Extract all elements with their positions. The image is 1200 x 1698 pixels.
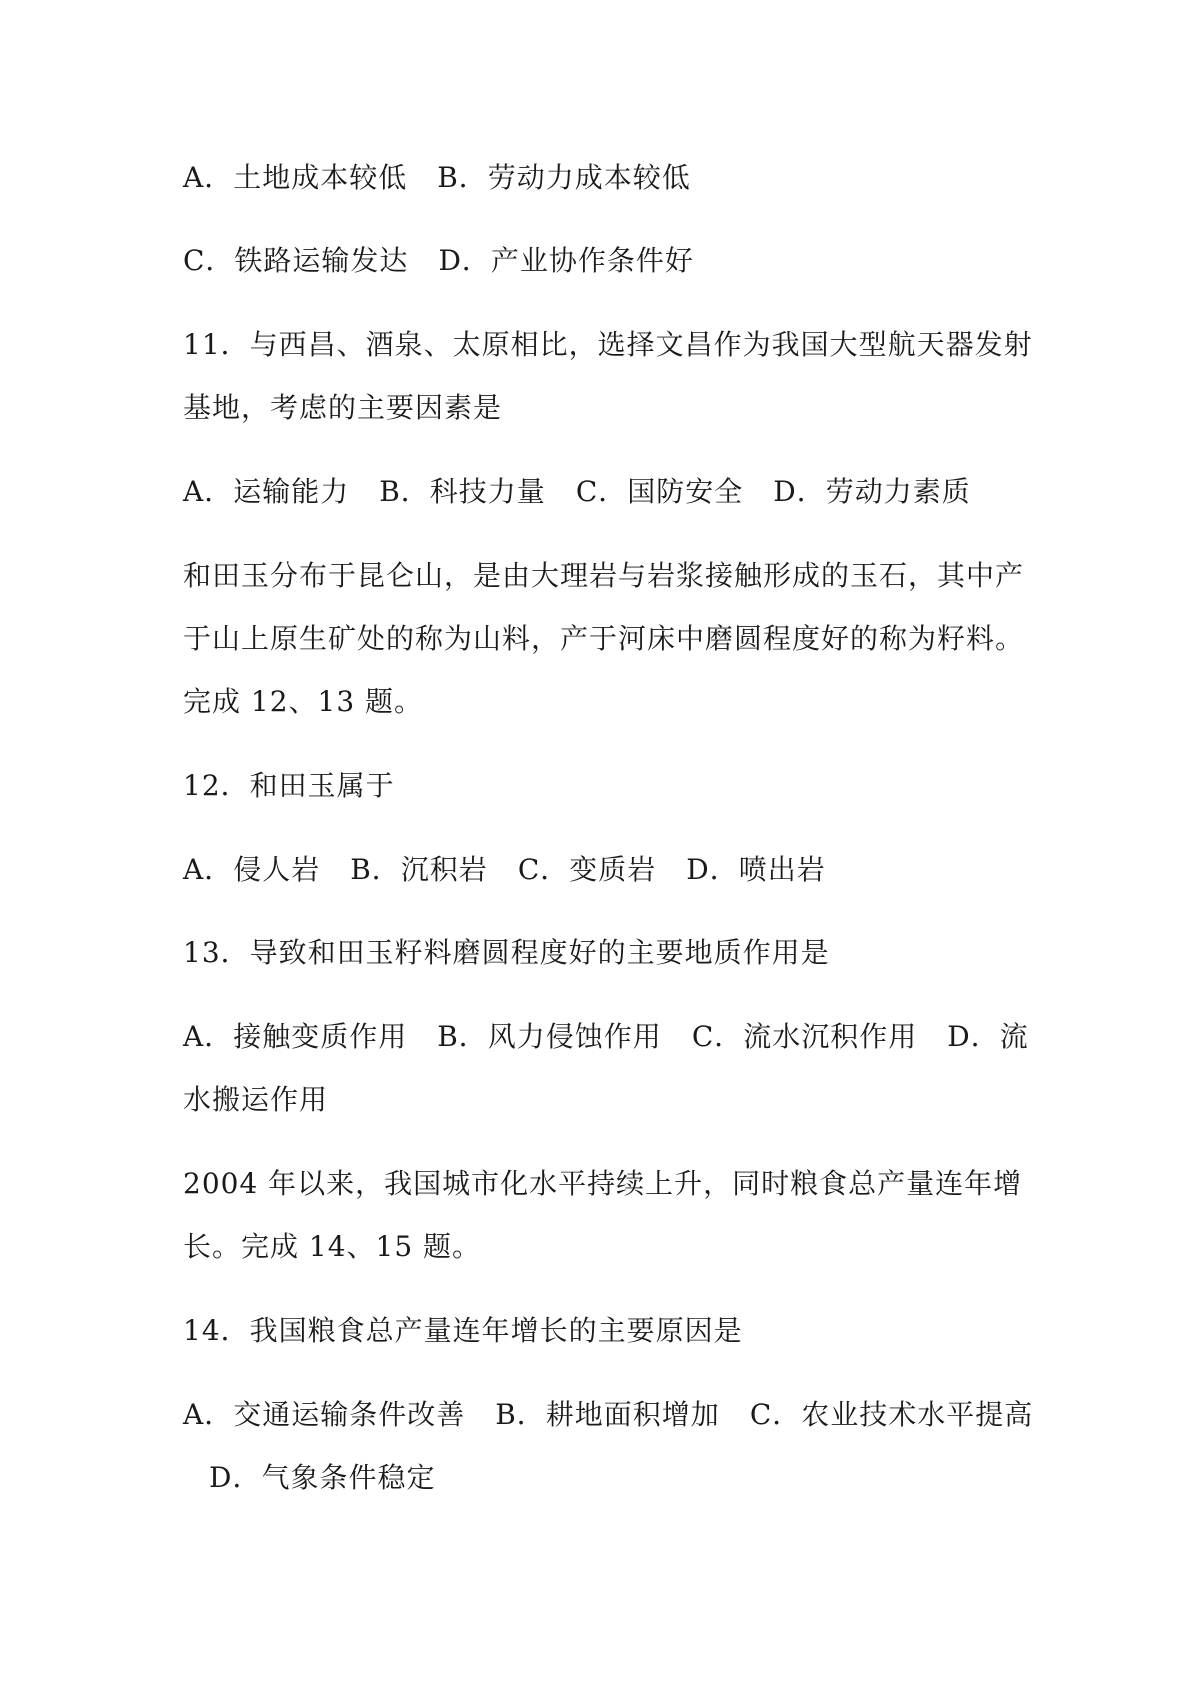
option-c: C．国防安全 bbox=[575, 475, 744, 508]
passage-text: 于山上原生矿处的称为山料，产于河床中磨圆程度好的称为籽料。 bbox=[183, 622, 1025, 655]
q11-stem-line-1 bbox=[183, 325, 1033, 365]
option-c: C．铁路运输发达 bbox=[183, 244, 409, 277]
q11-options-row bbox=[183, 472, 1033, 512]
option-a: A．接触变质作用 bbox=[183, 1020, 408, 1053]
q14-stem bbox=[183, 1311, 1033, 1351]
passage-line-1 bbox=[183, 556, 1033, 596]
q10-options-row-1 bbox=[183, 158, 1033, 198]
q13-options-row-cont bbox=[183, 1080, 1033, 1120]
q12-stem bbox=[183, 766, 1033, 806]
option-d: D．产业协作条件好 bbox=[438, 244, 694, 277]
passage-text: 长。完成 14、15 题。 bbox=[183, 1230, 482, 1263]
option-c: C．变质岩 bbox=[517, 853, 657, 886]
question-text: 11．与西昌、酒泉、太原相比，选择文昌作为我国大型航天器发射 bbox=[183, 328, 1033, 361]
option-c: C．流水沉积作用 bbox=[691, 1020, 918, 1053]
passage2-line-1 bbox=[183, 1164, 1033, 1204]
q10-options-row-2 bbox=[183, 241, 1033, 281]
q12-options-row bbox=[183, 850, 1033, 890]
option-a: A．交通运输条件改善 bbox=[183, 1398, 466, 1431]
option-a: A．土地成本较低 bbox=[183, 161, 408, 194]
option-a: A．运输能力 bbox=[183, 475, 350, 508]
q13-stem bbox=[183, 933, 1033, 973]
question-text: 基地，考虑的主要因素是 bbox=[183, 391, 503, 424]
passage-text: 完成 12、13 题。 bbox=[183, 685, 424, 718]
question-text: 13．导致和田玉籽料磨圆程度好的主要地质作用是 bbox=[183, 936, 830, 969]
passage2-line-2 bbox=[183, 1227, 1033, 1267]
option-d: D．劳动力素质 bbox=[773, 475, 971, 508]
question-text: 12．和田玉属于 bbox=[183, 769, 395, 802]
option-a: A．侵人岩 bbox=[183, 853, 321, 886]
q14-options-row-2 bbox=[209, 1458, 1059, 1498]
passage-text: 2004 年以来，我国城市化水平持续上升，同时粮食总产量连年增 bbox=[183, 1167, 1023, 1200]
option-d: D．喷出岩 bbox=[686, 853, 826, 886]
question-text: 14．我国粮食总产量连年增长的主要原因是 bbox=[183, 1314, 743, 1347]
option-b: B．科技力量 bbox=[379, 475, 546, 508]
option-d: D．气象条件稳定 bbox=[209, 1461, 436, 1494]
option-d-cont: 水搬运作用 bbox=[183, 1083, 329, 1116]
option-d: D．流 bbox=[947, 1020, 1029, 1053]
option-b: B．耕地面积增加 bbox=[495, 1398, 720, 1431]
q13-options-row bbox=[183, 1017, 1033, 1057]
passage-line-2 bbox=[183, 619, 1033, 659]
option-b: B．劳动力成本较低 bbox=[437, 161, 691, 194]
q11-stem-line-2 bbox=[183, 388, 1033, 428]
option-b: B．沉积岩 bbox=[350, 853, 488, 886]
passage-line-3 bbox=[183, 682, 1033, 722]
option-c: C．农业技术水平提高 bbox=[749, 1398, 1034, 1431]
passage-text: 和田玉分布于昆仑山，是由大理岩与岩浆接触形成的玉石，其中产 bbox=[183, 559, 1025, 592]
q14-options-row bbox=[183, 1395, 1033, 1435]
option-b: B．风力侵蚀作用 bbox=[437, 1020, 662, 1053]
